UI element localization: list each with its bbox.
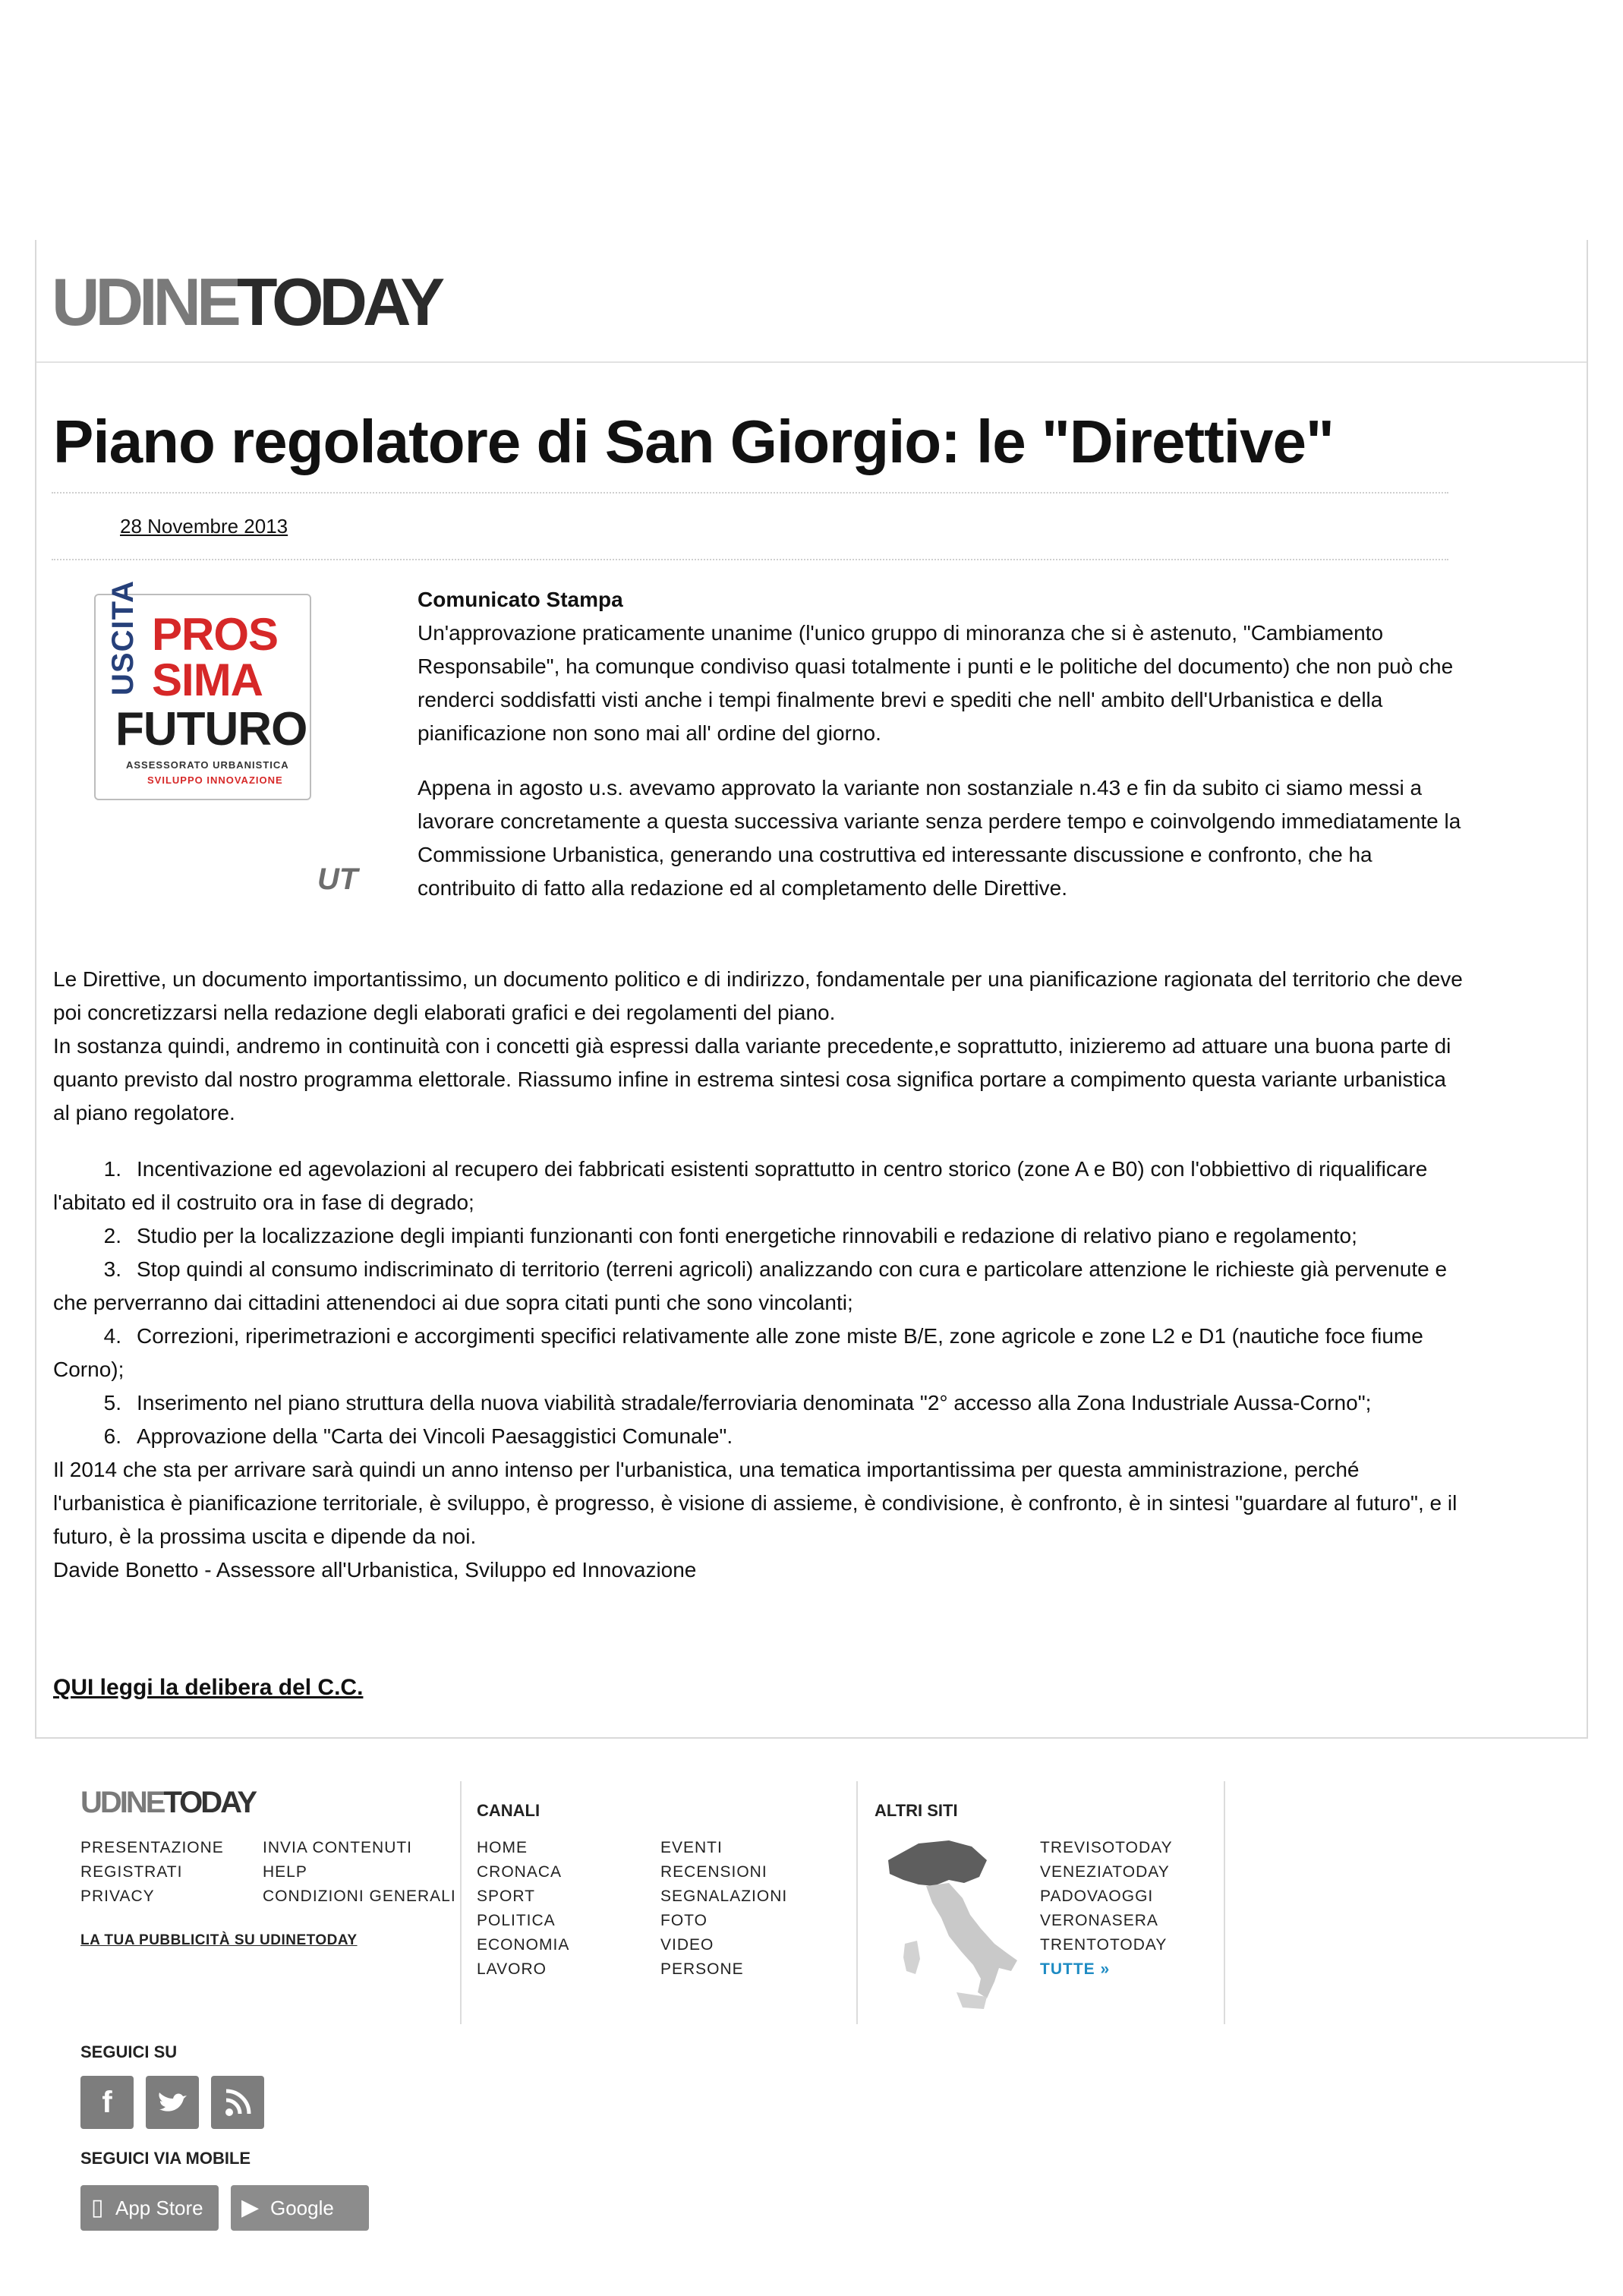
rss-feed-icon <box>211 2076 264 2129</box>
footer-link-presentazione[interactable]: PRESENTAZIONE <box>80 1839 224 1856</box>
canali-link-recensioni[interactable]: RECENSIONI <box>660 1863 767 1881</box>
article-date[interactable]: 28 Novembre 2013 <box>120 515 288 538</box>
list-item <box>53 1420 1465 1453</box>
canali-link-foto[interactable]: FOTO <box>660 1912 708 1929</box>
canali-links-col1 <box>477 1836 569 1982</box>
seguici-mobile-title: SEGUICI VIA MOBILE <box>80 2149 251 2168</box>
rss-icon[interactable] <box>211 2076 264 2129</box>
footer-link-help[interactable]: HELP <box>263 1863 307 1881</box>
list-number: 1. <box>103 1157 121 1181</box>
press-release-label: Comunicato Stampa <box>418 588 623 611</box>
article-frame <box>35 240 1588 1739</box>
footer-link-registrati[interactable]: REGISTRATI <box>80 1863 183 1881</box>
list-text: Approvazione della "Carta dei Vincoli Paesaggistici Comunale". <box>137 1424 733 1448</box>
logo-part-udine: UDINE <box>52 264 237 339</box>
canali-link-eventi[interactable]: EVENTI <box>660 1839 723 1856</box>
italy-map-icon <box>873 1830 1032 2012</box>
site-link-veneziatoday[interactable]: VENEZIATODAY <box>1040 1863 1170 1881</box>
paragraph: Appena in agosto u.s. avevamo approvato la variante non sostanziale n.43 e fin da subito ci siamo messi a lavorare concretamente a questa successiva variante senza perdere tempo e coinvolgendo immediatamente la Commissione Urbanistica, generando una costruttiva ed interessante discussione e confronto, che ha contribuito di fatto alla redazione ed al completamento delle Direttive. <box>418 776 1461 900</box>
site-link-veronasera[interactable]: VERONASERA <box>1040 1912 1158 1929</box>
list-item <box>53 1386 1465 1420</box>
logo-part-today: TODAY <box>236 264 441 339</box>
list-number: 4. <box>103 1324 121 1348</box>
list-number: 5. <box>103 1391 121 1414</box>
google-play-label: Google play <box>270 2197 334 2265</box>
list-number: 3. <box>103 1257 121 1281</box>
canali-link-video[interactable]: VIDEO <box>660 1936 714 1954</box>
divider <box>52 559 1448 560</box>
list-text: Incentivazione ed agevolazioni al recupero dei fabbricati esistenti soprattutto in centro storico (zone A e B0) con l'obbiettivo di riqualificare l'abitato ed il costruito ora in fase di degrado; <box>53 1157 1428 1214</box>
seguici-title: SEGUICI SU <box>80 2042 178 2061</box>
canali-link-home[interactable]: HOME <box>477 1839 528 1856</box>
advertise-link[interactable]: LA TUA PUBBLICITÀ SU UDINETODAY <box>80 1932 358 1948</box>
list-item <box>53 1219 1465 1253</box>
divider <box>52 492 1448 494</box>
footer-divider <box>460 1781 462 2024</box>
article-title: Piano regolatore di San Giorgio: le "Direttive" <box>53 408 1334 475</box>
image-text-sviluppo: SVILUPPO INNOVAZIONE <box>147 774 283 786</box>
play-icon: ▶ <box>241 2195 260 2220</box>
footer-divider <box>856 1781 858 2024</box>
article-intro <box>418 583 1473 926</box>
list-text: Inserimento nel piano struttura della nuova viabilità stradale/ferroviaria denominata "2° accesso alla Zona Industriale Aussa-Corno"; <box>137 1391 1372 1414</box>
paragraph: Le Direttive, un documento importantissimo, un documento politico e di indirizzo, fondamentale per una pianificazione ragionata del territorio che deve poi concretizzarsi nella redazione degli elaborati grafici e dei regolamenti del piano. <box>53 967 1463 1024</box>
site-link-tutte[interactable]: TUTTE » <box>1040 1960 1111 1978</box>
list-text: Correzioni, riperimetrazioni e accorgimenti specifici relativamente alle zone miste B/E, zone agricole e zone L2 e D1 (nautiche foce fiume Corno); <box>53 1324 1423 1381</box>
google-play-button[interactable] <box>231 2185 369 2265</box>
altri-siti-title: ALTRI SITI <box>875 1801 958 1820</box>
paragraph: Un'approvazione praticamente unanime (l'unico gruppo di minoranza che si è astenuto, "Cambiamento Responsabile", ha comunque condiviso quasi totalmente i punti e le politiche del documento) che non può che renderci soddisfatti visti anche i tempi finalmente brevi e spediti che nell' ambito dell'Urbanistica e della pianificazione non sono mai all' ordine del giorno. <box>418 621 1454 745</box>
footer-divider <box>1224 1781 1225 2024</box>
image-text-pros: PROS <box>152 609 279 660</box>
image-text-futuro: FUTURO <box>115 703 307 755</box>
canali-link-politica[interactable]: POLITICA <box>477 1912 556 1929</box>
footer-links-col1 <box>80 1836 224 1909</box>
logo-part-udine: UDINE <box>80 1786 164 1819</box>
list-item <box>53 1320 1465 1386</box>
image-text-uscita: USCITA <box>106 580 140 695</box>
signature: Davide Bonetto - Assessore all'Urbanistica, Sviluppo ed Innovazione <box>53 1558 697 1582</box>
site-link-trevisotoday[interactable]: TREVISOTODAY <box>1040 1839 1173 1856</box>
site-link-trentotoday[interactable]: TRENTOTODAY <box>1040 1936 1168 1954</box>
list-number: 6. <box>103 1424 121 1448</box>
site-logo[interactable] <box>52 264 441 339</box>
image-text-sima: SIMA <box>152 654 263 705</box>
altri-siti-links <box>1040 1836 1173 1982</box>
canali-link-lavoro[interactable]: LAVORO <box>477 1960 547 1978</box>
canali-link-persone[interactable]: PERSONE <box>660 1960 744 1978</box>
footer-links-col2 <box>263 1836 456 1909</box>
canali-link-cronaca[interactable]: CRONACA <box>477 1863 563 1881</box>
phone-icon: ▯ <box>91 2195 104 2220</box>
delibera-link[interactable]: QUI leggi la delibera del C.C. <box>53 1675 364 1700</box>
ut-logo-icon: UT <box>317 863 358 896</box>
canali-link-economia[interactable]: ECONOMIA <box>477 1936 570 1954</box>
list-number: 2. <box>103 1224 121 1247</box>
list-text: Stop quindi al consumo indiscriminato di territorio (terreni agricoli) analizzando con cura e particolare attenzione le richieste già pervenute e che perverranno dai cittadini attenendoci ai due sopra citati punti che sono vincolanti; <box>53 1257 1448 1314</box>
article-image <box>94 580 311 800</box>
twitter-bird-icon <box>146 2076 199 2129</box>
canali-title: CANALI <box>477 1801 540 1820</box>
footer-logo[interactable] <box>80 1786 255 1820</box>
site-link-padovaoggi[interactable]: PADOVAOGGI <box>1040 1888 1154 1905</box>
twitter-icon[interactable] <box>146 2076 199 2129</box>
list-item <box>53 1253 1465 1320</box>
list-text: Studio per la localizzazione degli impianti funzionanti con fonti energetiche rinnovabili e redazione di relativo piano e regolamento; <box>137 1224 1357 1247</box>
facebook-icon[interactable]: f <box>80 2076 134 2129</box>
paragraph: Il 2014 che sta per arrivare sarà quindi un anno intenso per l'urbanistica, una tematica importantissima per questa amministrazione, perché l'urbanistica è pianificazione territoriale, è sviluppo, è progresso, è visione di assieme, è condivisione, è confronto, è in sintesi "guardare al futuro", e il futuro, è la prossima uscita e dipende da noi. <box>53 1458 1458 1548</box>
paragraph: In sostanza quindi, andremo in continuità con i concetti già espressi dalla variante precedente,e soprattutto, inizieremo ad attuare una buona parte di quanto previsto dal nostro programma elettorale. Riassumo infine in estrema sintesi cosa significa portare a compimento questa variante urbanistica al piano regolatore. <box>53 1034 1451 1124</box>
directives-list <box>53 1153 1465 1453</box>
image-text-assessorato: ASSESSORATO URBANISTICA <box>126 759 289 771</box>
app-store-label: App Store <box>115 2197 203 2219</box>
article-body <box>53 963 1465 1587</box>
canali-link-segnalazioni[interactable]: SEGNALAZIONI <box>660 1888 788 1905</box>
site-header <box>36 240 1587 363</box>
footer-link-privacy[interactable]: PRIVACY <box>80 1888 155 1905</box>
logo-part-today: TODAY <box>163 1786 256 1819</box>
footer-link-invia-contenuti[interactable]: INVIA CONTENUTI <box>263 1839 413 1856</box>
canali-link-sport[interactable]: SPORT <box>477 1888 535 1905</box>
footer-link-condizioni[interactable]: CONDIZIONI GENERALI <box>263 1888 456 1905</box>
app-store-button[interactable] <box>80 2185 219 2231</box>
list-item <box>53 1153 1465 1219</box>
canali-links-col2 <box>660 1836 787 1982</box>
